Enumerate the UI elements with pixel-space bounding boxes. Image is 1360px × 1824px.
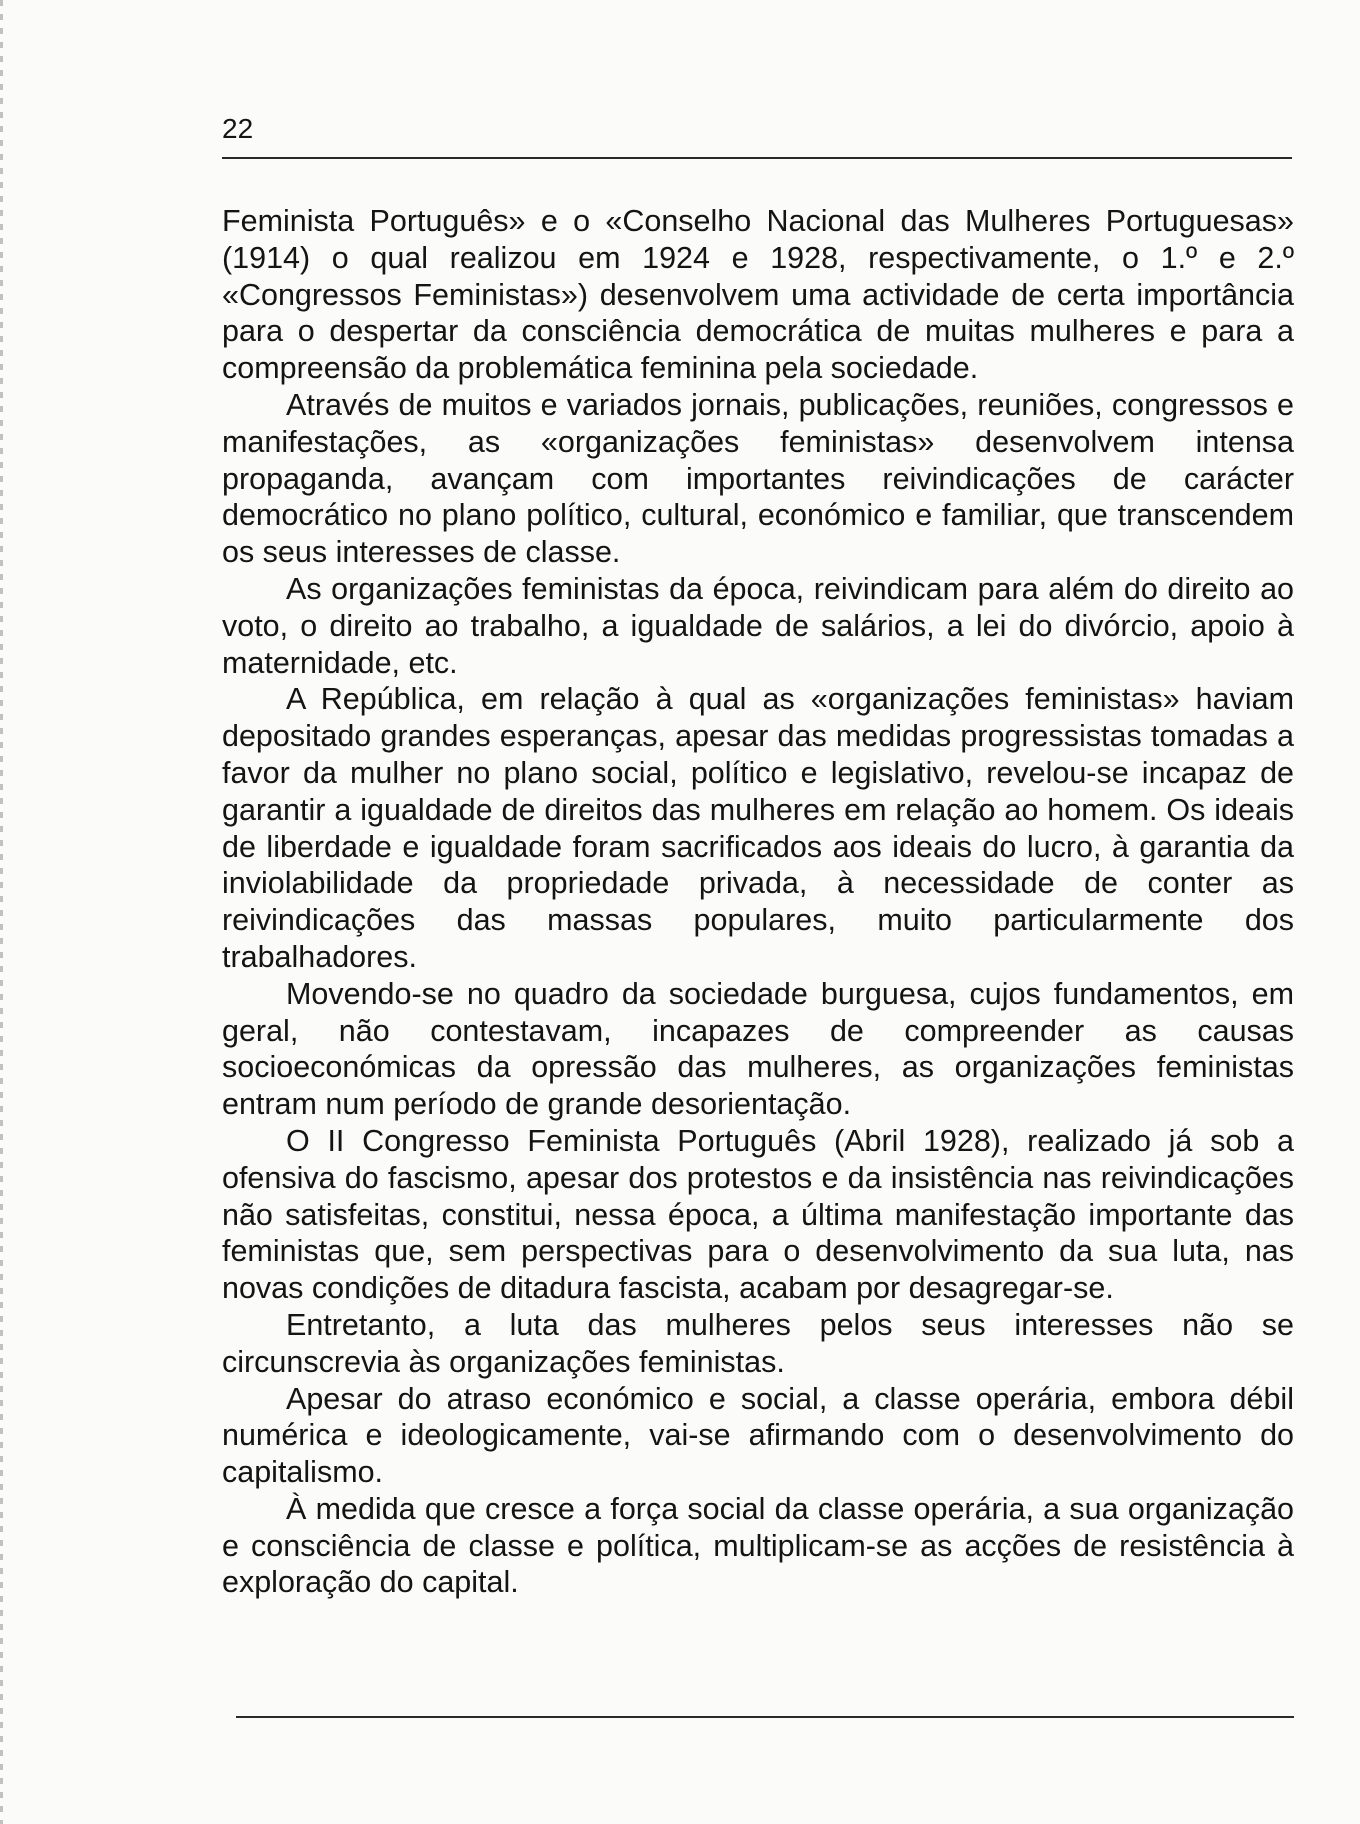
- paragraph-9: À medida que cresce a força social da classe operária, a sua organização e consciência de classe e política, multiplicam-se as acções de resistência à exploração do capital.: [222, 1491, 1294, 1600]
- paragraph-4: A República, em relação à qual as «organizações feministas» haviam depositado grandes esperanças, apesar das medidas progressistas tomadas a favor da mulher no plano social, político e legislativo, revelou-se incapaz de garantir a igualdade de direitos das mulheres em relação ao homem. Os ideais de liberdade e igualdade foram sacrificados aos ideais do lucro, à garantia da inviolabilidade da propriedade privada, à necessidade de conter as reivindicações das massas populares, muito particularmente dos trabalhadores.: [222, 682, 1294, 974]
- page-number: 22: [222, 113, 254, 144]
- paragraph-6: O II Congresso Feminista Português (Abril 1928), realizado já sob a ofensiva do fascismo, apesar dos protestos e da insistência nas reivindicações não satisfeitas, constitui, nessa época, a última manifestação importante das feministas que, sem perspectivas para o desenvolvimento da sua luta, nas novas condições de ditadura fascista, acabam por desagregar-se.: [222, 1123, 1294, 1306]
- paragraph-5: Movendo-se no quadro da sociedade burguesa, cujos fundamentos, em geral, não contestavam, incapazes de compreender as causas socioeconómicas da opressão das mulheres, as organizações feministas entram num período de grande desorientação.: [222, 976, 1294, 1122]
- header-rule: [222, 157, 1292, 159]
- footer-rule: [236, 1716, 1294, 1718]
- paragraph-7: Entretanto, a luta das mulheres pelos seus interesses não se circunscrevia às organizações feministas.: [222, 1307, 1294, 1379]
- paragraph-3: As organizações feministas da época, reivindicam para além do direito ao voto, o direito ao trabalho, a igualdade de salários, a lei do divórcio, apoio à maternidade, etc.: [222, 571, 1294, 680]
- scan-edge-shadow: [0, 0, 3, 1824]
- paragraph-2: Através de muitos e variados jornais, publicações, reuniões, congressos e manifestações, as «organizações feministas» desenvolvem intensa propaganda, avançam com importantes reivindicações de carácter democrático no plano político, cultural, económico e familiar, que transcendem os seus interesses de classe.: [222, 387, 1294, 570]
- paragraph-8: Apesar do atraso económico e social, a classe operária, embora débil numérica e ideologicamente, vai-se afirmando com o desenvolvimento do capitalismo.: [222, 1381, 1294, 1490]
- body-text: [222, 203, 1294, 1601]
- paragraph-1: Feminista Português» e o «Conselho Nacional das Mulheres Portuguesas» (1914) o qual realizou em 1924 e 1928, respectivamente, o 1.º e 2.º «Congressos Feministas») desenvolvem uma actividade de certa importância para o despertar da consciência democrática de muitas mulheres e para a compreensão da problemática feminina pela sociedade.: [222, 204, 1294, 386]
